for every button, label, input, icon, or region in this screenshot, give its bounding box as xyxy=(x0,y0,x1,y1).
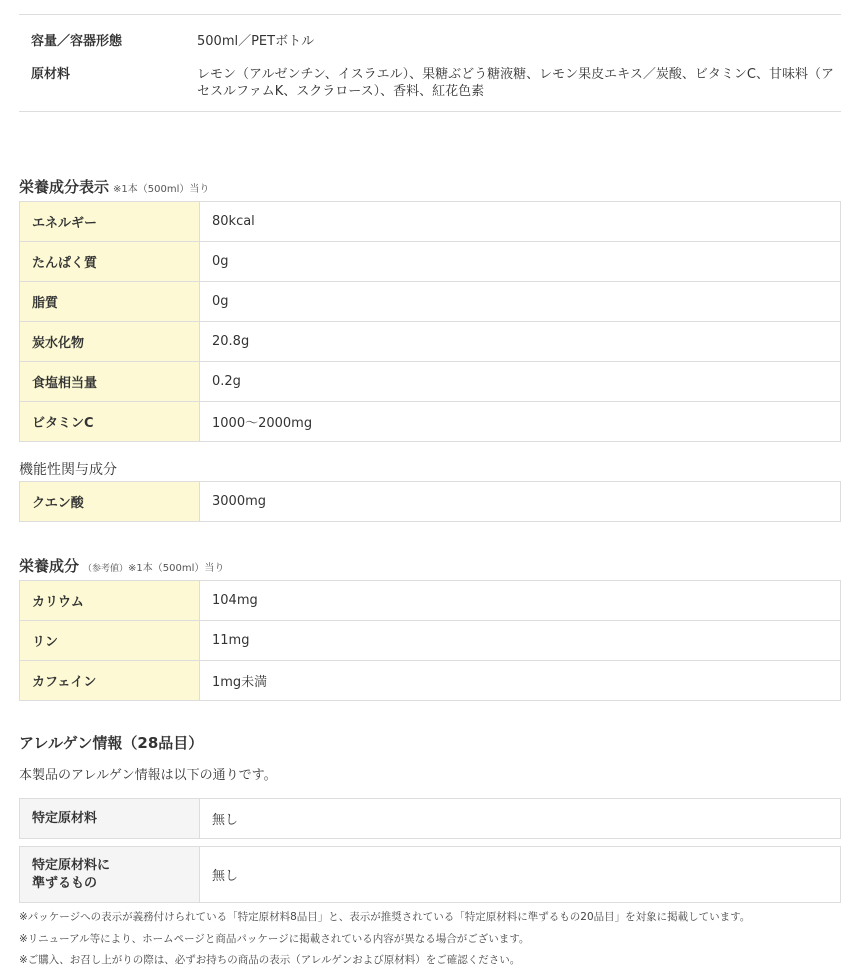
nutrition-note: ※1本（500ml）当り xyxy=(113,184,210,195)
footnote: ※ご購入、お召し上がりの際は、必ずお持ちの商品の表示（アレルゲンおよび原材料）をご確認ください。 xyxy=(19,954,521,966)
reference-note: ※1本（500ml）当り xyxy=(128,563,225,574)
row-label: エネルギー xyxy=(20,202,200,242)
row-value: 0g xyxy=(200,242,841,282)
table-row xyxy=(20,242,841,282)
table-row xyxy=(20,202,841,242)
allergen-intro: 本製品のアレルゲン情報は以下の通りです。 xyxy=(19,768,277,783)
row-value: 80kcal xyxy=(200,202,841,242)
row-value: 0g xyxy=(200,282,841,322)
table-row xyxy=(20,621,841,661)
reference-note-ref: （参考値） xyxy=(83,564,129,574)
row-value: 1mg未満 xyxy=(200,661,841,701)
row-label: ビタミンC xyxy=(20,402,200,442)
reference-heading xyxy=(19,555,224,576)
row-value: 1000〜2000mg xyxy=(200,402,841,442)
product-spec xyxy=(19,14,841,112)
row-label: 食塩相当量 xyxy=(20,362,200,402)
row-label: 脂質 xyxy=(20,282,200,322)
table-row xyxy=(20,282,841,322)
row-label: カリウム xyxy=(20,581,200,621)
nutrition-title: 栄養成分表示 xyxy=(19,178,110,196)
table-row xyxy=(20,362,841,402)
spec-value: レモン（アルゼンチン、イスラエル）、果糖ぶどう糖液糖、レモン果皮エキス／炭酸、ビタミンC、甘味料（アセスルファムK、スクラロース）、香料、紅花色素 xyxy=(197,67,834,99)
functional-table xyxy=(19,481,841,522)
row-label: 炭水化物 xyxy=(20,322,200,362)
row-value: 0.2g xyxy=(200,362,841,402)
spec-label: 容量／容器形態 xyxy=(31,34,123,49)
row-label: リン xyxy=(20,621,200,661)
allergen-table-specified xyxy=(19,798,841,839)
allergen-table-equivalent xyxy=(19,846,841,903)
functional-heading: 機能性関与成分 xyxy=(19,462,117,478)
footnote: ※リニューアル等により、ホームページと商品パッケージに掲載されている内容が異なる場合がございます。 xyxy=(19,933,530,945)
row-label: たんぱく質 xyxy=(20,242,200,282)
row-label: 特定原材料 xyxy=(20,799,200,839)
row-label: クエン酸 xyxy=(20,482,200,522)
row-value: 11mg xyxy=(200,621,841,661)
reference-table xyxy=(19,580,841,701)
table-row xyxy=(20,402,841,442)
allergen-heading: アレルゲン情報（28品目） xyxy=(19,734,204,752)
table-row xyxy=(20,799,841,839)
row-value: 無し xyxy=(200,799,841,839)
spec-label: 原材料 xyxy=(31,67,71,82)
nutrition-heading xyxy=(19,176,209,197)
spec-value: 500ml／PETボトル xyxy=(197,34,315,49)
table-row xyxy=(20,322,841,362)
row-label: カフェイン xyxy=(20,661,200,701)
row-value: 104mg xyxy=(200,581,841,621)
nutrition-table xyxy=(19,201,841,442)
row-value: 20.8g xyxy=(200,322,841,362)
table-row xyxy=(20,581,841,621)
row-label xyxy=(20,847,200,903)
footnote: ※パッケージへの表示が義務付けられている「特定原材料8品目」と、表示が推奨されている「特定原材料に準ずるもの20品目」を対象に掲載しています。 xyxy=(19,911,751,923)
row-label-line: 準ずるもの xyxy=(32,875,98,891)
reference-title: 栄養成分 xyxy=(19,557,80,575)
table-row xyxy=(20,661,841,701)
table-row xyxy=(20,847,841,903)
table-row xyxy=(20,482,841,522)
row-value: 3000mg xyxy=(200,482,841,522)
row-label-line: 特定原材料に xyxy=(32,857,111,873)
row-value: 無し xyxy=(200,847,841,903)
